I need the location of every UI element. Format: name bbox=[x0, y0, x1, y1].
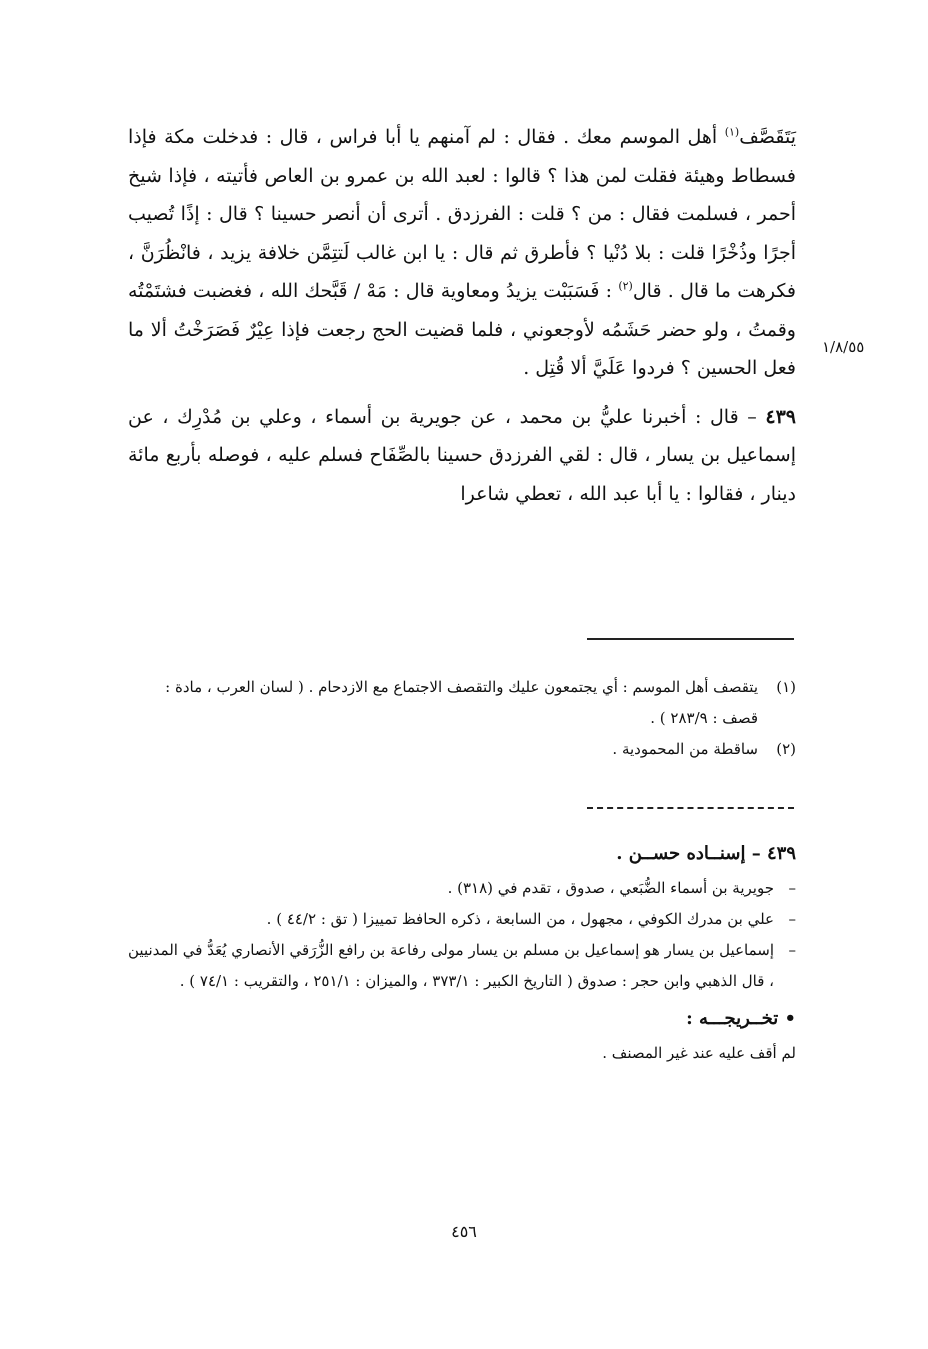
dashed-separator bbox=[587, 807, 794, 809]
dash-mark: – bbox=[788, 879, 796, 897]
page-number: ٤٥٦ bbox=[451, 1222, 477, 1241]
para1-middle: أهل الموسم معك . فقال : لم آمنهم يا أبا فراس ، قال : فدخلت مكة فإذا فسطاط وهيئة فقلت لمن هذا ؟ قالوا : لعبد الله بن عمرو بن العاص فأتيته ، فإذا شيخ أحمر ، فسلمت فقال : من ؟ قلت : الفرزدق . أترى أن أنصر حسينا ؟ قال : إذًا تُصيب أجرًا وذُخْرًا قلت : بلا دُنْيا ؟ فأطرق ثم قال : يا ابن غالب لَتتِمَّن خلافة يزيد ، فانْظُرَنَّ ، فكرهت ما قال . قال bbox=[128, 126, 796, 302]
narrator-text: جويرية بن أسماء الضُّبَعي ، صدوق ، تقدم في (٣١٨) . bbox=[447, 879, 774, 897]
main-text bbox=[128, 118, 796, 513]
narrator-item bbox=[128, 904, 796, 935]
footnote-1-mark: (١) bbox=[776, 678, 796, 696]
footnote-1 bbox=[128, 672, 796, 734]
footnote-1-text: يتقصف أهل الموسم : أي يجتمعون عليك والتقصف الاجتماع مع الازدحام . ( لسان العرب ، مادة : قصف : ٢٨٣/٩ ) . bbox=[165, 678, 758, 727]
paragraph-1 bbox=[128, 118, 796, 388]
footnote-ref-1: (١) bbox=[724, 125, 740, 139]
footnote-ref-2: (٢) bbox=[618, 279, 633, 293]
para1-end: : فَسَبَبْت يزيدُ ومعاوية قال : مَهْ / قَبَّحك الله ، فغضبت فشتَمْتُه وقمتُ ، ولو حضر حَشَمُه لأوجعوني ، فلما قضيت الحج رجعت فإذا عِيْرٌ فَصَرَخْتُ ألا ما فعل الحسين ؟ فردوا عَلَيَّ ألا قُتِل . bbox=[128, 280, 796, 379]
takhrij-text: لم أقف عليه عند غير المصنف . bbox=[602, 1044, 796, 1062]
footnote-2-mark: (٢) bbox=[776, 740, 796, 758]
footnote-2-text: ساقطة من المحمودية . bbox=[612, 740, 758, 758]
dash-mark: – bbox=[788, 910, 796, 928]
dash-mark: – bbox=[788, 941, 796, 959]
paragraph-439-text: – قال : أخبرنا عليُّ بن محمد ، عن جويرية بن أسماء ، وعلي بن مُدْرِك ، عن إسماعيل بن يسار ، قال : لقي الفرزدق حسينا بالصِّفَاح فسلم عليه ، فوصله بأربع مائة دينار ، فقالوا : يا أبا عبد الله ، تعطي شاعرا bbox=[128, 405, 796, 505]
narrator-text: علي بن مدرك الكوفي ، مجهول ، من السابعة ، ذكره الحافظ تمييزا ( تق : ٤٤/٢ ) . bbox=[266, 910, 774, 928]
paragraph-439 bbox=[128, 398, 796, 514]
takhrij-heading: • تخــريجـــه : bbox=[686, 1008, 796, 1029]
footnote-2 bbox=[128, 734, 796, 765]
narrator-text: إسماعيل بن يسار هو إسماعيل بن مسلم بن يسار مولى رفاعة بن رافع الزُّرَقي الأنصاري يُعَدُّ في المدنيين ، قال الذهبي وابن حجر : صدوق ( التاريخ الكبير : ٣٧٣/١ ، والميزان : ٢٥١/١ ، والتقريب : ٧٤/١ ) . bbox=[128, 941, 774, 990]
narrator-item bbox=[128, 873, 796, 904]
para1-start: يَتَقَصَّف bbox=[739, 126, 796, 148]
verification-section bbox=[128, 838, 796, 1069]
narrator-item bbox=[128, 935, 796, 997]
footnote-separator bbox=[587, 638, 794, 640]
margin-reference: ١/٨/٥٥ bbox=[822, 338, 865, 356]
footnotes bbox=[128, 672, 796, 765]
hadith-number: ٤٣٩ bbox=[765, 405, 796, 428]
isnad-heading: ٤٣٩ – إسنــاده حســن . bbox=[616, 843, 796, 864]
